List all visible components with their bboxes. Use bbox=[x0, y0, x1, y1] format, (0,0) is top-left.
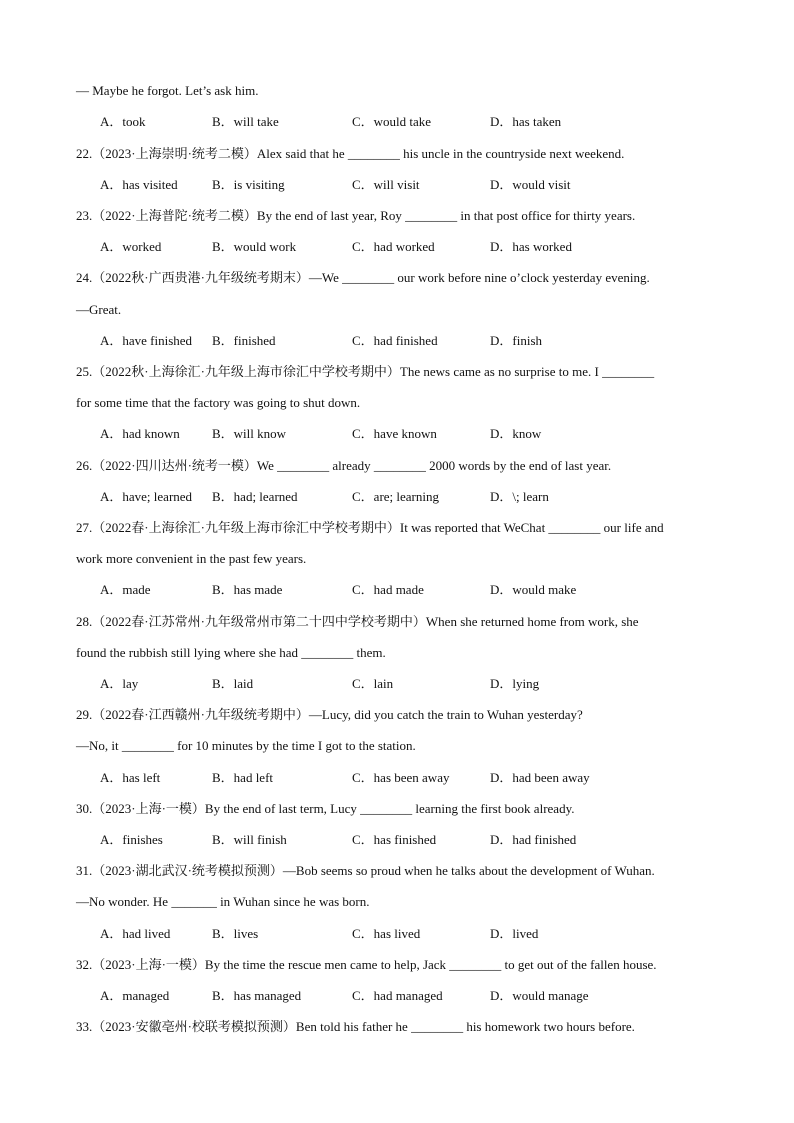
option-d: D．know bbox=[490, 426, 542, 441]
option-d: D．finish bbox=[490, 333, 543, 348]
option-d: D．had finished bbox=[490, 832, 577, 847]
option-d: D．has worked bbox=[490, 239, 572, 254]
option-a: A．finishes bbox=[100, 832, 163, 847]
question-25: 25.（2022秋·上海徐汇·九年级上海市徐汇中学校考期中）The news came as no surprise to me. I ________ bbox=[76, 364, 655, 379]
option-b: B．laid bbox=[212, 676, 254, 691]
option-d: D．would manage bbox=[490, 988, 589, 1003]
option-b: B．will take bbox=[212, 114, 279, 129]
option-d: D．lying bbox=[490, 676, 540, 691]
option-c: C．had made bbox=[352, 582, 424, 597]
option-c: C．has lived bbox=[352, 926, 421, 941]
option-d: D．would visit bbox=[490, 177, 571, 192]
option-b: B．would work bbox=[212, 239, 297, 254]
option-c: C．has finished bbox=[352, 832, 437, 847]
question-29: 29.（2022春·江西赣州·九年级统考期中）—Lucy, did you catch the train to Wuhan yesterday? bbox=[76, 707, 583, 722]
option-c: C．will visit bbox=[352, 177, 420, 192]
option-a: A．has visited bbox=[100, 177, 178, 192]
option-a: A．had lived bbox=[100, 926, 171, 941]
option-b: B．has made bbox=[212, 582, 283, 597]
question-32: 32.（2023·上海·一模）By the time the rescue men came to help, Jack ________ to get out of the fallen house. bbox=[76, 957, 657, 972]
option-d: D．lived bbox=[490, 926, 539, 941]
question-24-reply: —Great. bbox=[76, 302, 122, 317]
question-23: 23.（2022·上海普陀·统考二模）By the end of last year, Roy ________ in that post office for thirty years. bbox=[76, 208, 636, 223]
option-b: B．had; learned bbox=[212, 489, 298, 504]
option-a: A．have finished bbox=[100, 333, 193, 348]
option-b: B．has managed bbox=[212, 988, 302, 1003]
option-b: B．will finish bbox=[212, 832, 287, 847]
option-a: A．has left bbox=[100, 770, 161, 785]
option-a: A．have; learned bbox=[100, 489, 193, 504]
option-c: C．are; learning bbox=[352, 489, 439, 504]
option-a: A．made bbox=[100, 582, 151, 597]
options-row bbox=[100, 582, 720, 598]
option-a: A．managed bbox=[100, 988, 170, 1003]
option-d: D．\; learn bbox=[490, 489, 549, 504]
dialogue-line: — Maybe he forgot. Let’s ask him. bbox=[76, 83, 259, 98]
option-d: D．had been away bbox=[490, 770, 590, 785]
question-33: 33.（2023·安徽亳州·校联考模拟预测）Ben told his father he ________ his homework two hours before. bbox=[76, 1019, 635, 1034]
option-c: C．had worked bbox=[352, 239, 435, 254]
option-d: D．has taken bbox=[490, 114, 562, 129]
options-row bbox=[100, 988, 720, 1004]
options-row bbox=[100, 333, 720, 349]
options-row bbox=[100, 114, 720, 130]
question-24: 24.（2022秋·广西贵港·九年级统考期末）—We ________ our work before nine o’clock yesterday evening. bbox=[76, 270, 650, 285]
question-31-reply: —No wonder. He _______ in Wuhan since he was born. bbox=[76, 894, 370, 909]
options-row bbox=[100, 489, 720, 505]
question-31: 31.（2023·湖北武汉·统考模拟预测）—Bob seems so proud when he talks about the development of Wuhan. bbox=[76, 863, 655, 878]
question-29-reply: —No, it ________ for 10 minutes by the time I got to the station. bbox=[76, 738, 416, 753]
options-row bbox=[100, 832, 720, 848]
options-row bbox=[100, 770, 720, 786]
option-c: C．would take bbox=[352, 114, 432, 129]
option-c: C．has been away bbox=[352, 770, 450, 785]
option-a: A．lay bbox=[100, 676, 139, 691]
option-d: D．would make bbox=[490, 582, 577, 597]
question-30: 30.（2023·上海·一模）By the end of last term, Lucy ________ learning the first book already. bbox=[76, 801, 575, 816]
option-c: C．lain bbox=[352, 676, 394, 691]
option-c: C．had finished bbox=[352, 333, 438, 348]
options-row bbox=[100, 676, 720, 692]
options-row bbox=[100, 239, 720, 255]
option-c: C．have known bbox=[352, 426, 437, 441]
options-row bbox=[100, 926, 720, 942]
options-row bbox=[100, 177, 720, 193]
question-26: 26.（2022·四川达州·统考一模）We ________ already ________ 2000 words by the end of last year. bbox=[76, 458, 612, 473]
option-c: C．had managed bbox=[352, 988, 443, 1003]
question-28-cont: found the rubbish still lying where she had ________ them. bbox=[76, 645, 386, 660]
option-b: B．will know bbox=[212, 426, 287, 441]
question-27-cont: work more convenient in the past few years. bbox=[76, 551, 307, 566]
options-row bbox=[100, 426, 720, 442]
question-25-cont: for some time that the factory was going to shut down. bbox=[76, 395, 361, 410]
option-a: A．worked bbox=[100, 239, 162, 254]
option-a: A．had known bbox=[100, 426, 180, 441]
option-b: B．is visiting bbox=[212, 177, 285, 192]
question-22: 22.（2023·上海崇明·统考二模）Alex said that he ________ his uncle in the countryside next weekend. bbox=[76, 146, 625, 161]
question-27: 27.（2022春·上海徐汇·九年级上海市徐汇中学校考期中）It was reported that WeChat ________ our life and bbox=[76, 520, 664, 535]
option-b: B．finished bbox=[212, 333, 276, 348]
option-a: A．took bbox=[100, 114, 146, 129]
question-28: 28.（2022春·江苏常州·九年级常州市第二十四中学校考期中）When she returned home from work, she bbox=[76, 614, 639, 629]
option-b: B．had left bbox=[212, 770, 274, 785]
option-b: B．lives bbox=[212, 926, 259, 941]
